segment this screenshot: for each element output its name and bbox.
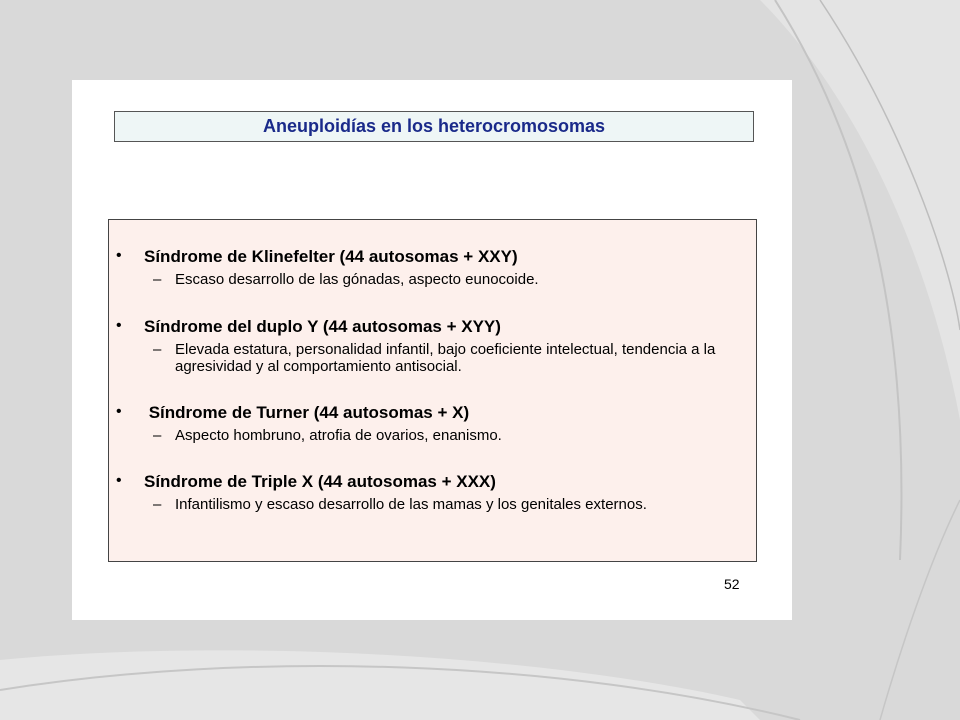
syndrome-heading: Síndrome de Triple X (44 autosomas + XXX) [144, 472, 496, 491]
list-item [109, 317, 749, 375]
dash-icon: – [153, 271, 162, 288]
syndrome-heading: Síndrome de Turner (44 autosomas + X) [144, 403, 470, 422]
syndrome-detail: Elevada estatura, personalidad infantil, bajo coeficiente intelectual, tendencia a la agresividad y al comportamiento antisocial. [175, 341, 716, 375]
bullet-icon: • [116, 247, 122, 264]
page-number: 52 [724, 576, 740, 592]
title-box [114, 111, 754, 142]
bullet-icon: • [116, 472, 122, 489]
syndrome-heading: Síndrome de Klinefelter (44 autosomas + XXY) [144, 247, 518, 266]
dash-icon: – [153, 427, 162, 444]
slide [72, 80, 792, 620]
syndrome-detail: Aspecto hombruno, atrofia de ovarios, enanismo. [175, 427, 502, 444]
syndrome-detail: Infantilismo y escaso desarrollo de las mamas y los genitales externos. [175, 496, 647, 513]
bullet-icon: • [116, 317, 122, 334]
syndrome-detail: Escaso desarrollo de las gónadas, aspecto eunocoide. [175, 271, 539, 288]
bullet-icon: • [116, 403, 122, 420]
dash-icon: – [153, 341, 162, 358]
syndrome-heading: Síndrome del duplo Y (44 autosomas + XYY) [144, 317, 501, 336]
dash-icon: – [153, 496, 162, 513]
list-item [109, 472, 749, 513]
list-item [109, 403, 749, 444]
content-box [108, 219, 757, 562]
list-item [109, 247, 749, 288]
slide-title: Aneuploidías en los heterocromosomas [262, 116, 606, 136]
